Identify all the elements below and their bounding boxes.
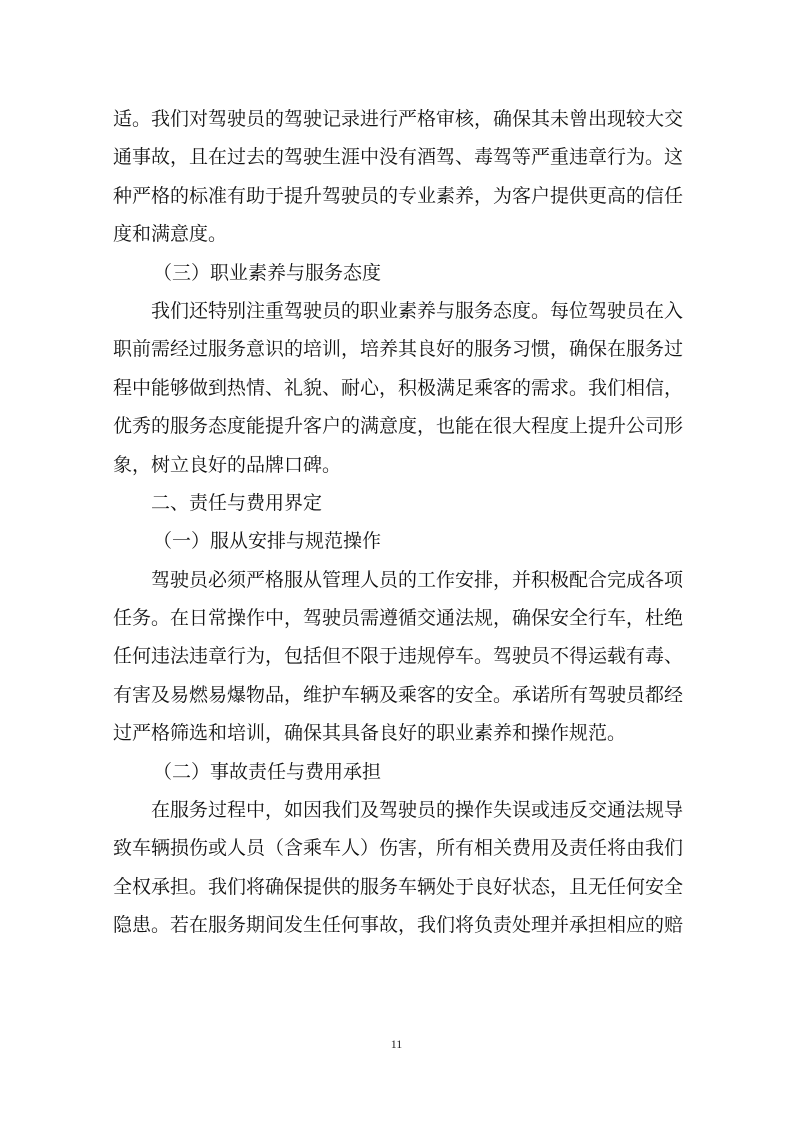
paragraph-line: 驾驶员必须严格服从管理人员的工作安排，并积极配合完成各项 bbox=[151, 568, 684, 591]
paragraph-line: 程中能够做到热情、礼貌、耐心，积极满足乘客的需求。我们相信， bbox=[113, 376, 684, 399]
paragraph-line: 象，树立良好的品牌口碑。 bbox=[113, 453, 342, 476]
paragraph-line: 任何违法违章行为，包括但不限于违规停车。驾驶员不得运载有毒、 bbox=[113, 645, 684, 668]
paragraph-line: 过严格筛选和培训，确保其具备良好的职业素养和操作规范。 bbox=[113, 722, 627, 745]
paragraph-line: 在服务过程中，如因我们及驾驶员的操作失误或违反交通法规导 bbox=[151, 799, 684, 822]
paragraph-line: 我们还特别注重驾驶员的职业素养与服务态度。每位驾驶员在入 bbox=[151, 299, 684, 322]
paragraph-line: 职前需经过服务意识的培训，培养其良好的服务习惯，确保在服务过 bbox=[113, 338, 684, 361]
section-heading: 二、责任与费用界定 bbox=[151, 491, 323, 514]
subsection-heading: （三）职业素养与服务态度 bbox=[153, 261, 382, 284]
paragraph-line: 度和满意度。 bbox=[113, 223, 228, 246]
paragraph-line: 有害及易燃易爆物品，维护车辆及乘客的安全。承诺所有驾驶员都经 bbox=[113, 683, 684, 706]
paragraph-line: 适。我们对驾驶员的驾驶记录进行严格审核，确保其未曾出现较大交 bbox=[113, 108, 684, 130]
paragraph-line: 全权承担。我们将确保提供的服务车辆处于良好状态，且无任何安全 bbox=[113, 875, 684, 898]
paragraph-line: 种严格的标准有助于提升驾驶员的专业素养，为客户提供更高的信任 bbox=[113, 184, 684, 207]
subsection-heading: （一）服从安排与规范操作 bbox=[153, 530, 382, 553]
subsection-heading: （二）事故责任与费用承担 bbox=[153, 760, 382, 783]
paragraph-line: 隐患。若在服务期间发生任何事故，我们将负责处理并承担相应的赔 bbox=[113, 914, 684, 937]
paragraph-line: 致车辆损伤或人员（含乘车人）伤害，所有相关费用及责任将由我们 bbox=[113, 837, 684, 860]
page-number: 11 bbox=[390, 1037, 403, 1051]
paragraph-line: 优秀的服务态度能提升客户的满意度，也能在很大程度上提升公司形 bbox=[113, 415, 684, 438]
paragraph-line: 通事故，且在过去的驾驶生涯中没有酒驾、毒驾等严重违章行为。这 bbox=[113, 146, 684, 169]
body-text bbox=[113, 100, 683, 945]
paragraph-line: 任务。在日常操作中，驾驶员需遵循交通法规，确保安全行车，杜绝 bbox=[113, 607, 684, 630]
